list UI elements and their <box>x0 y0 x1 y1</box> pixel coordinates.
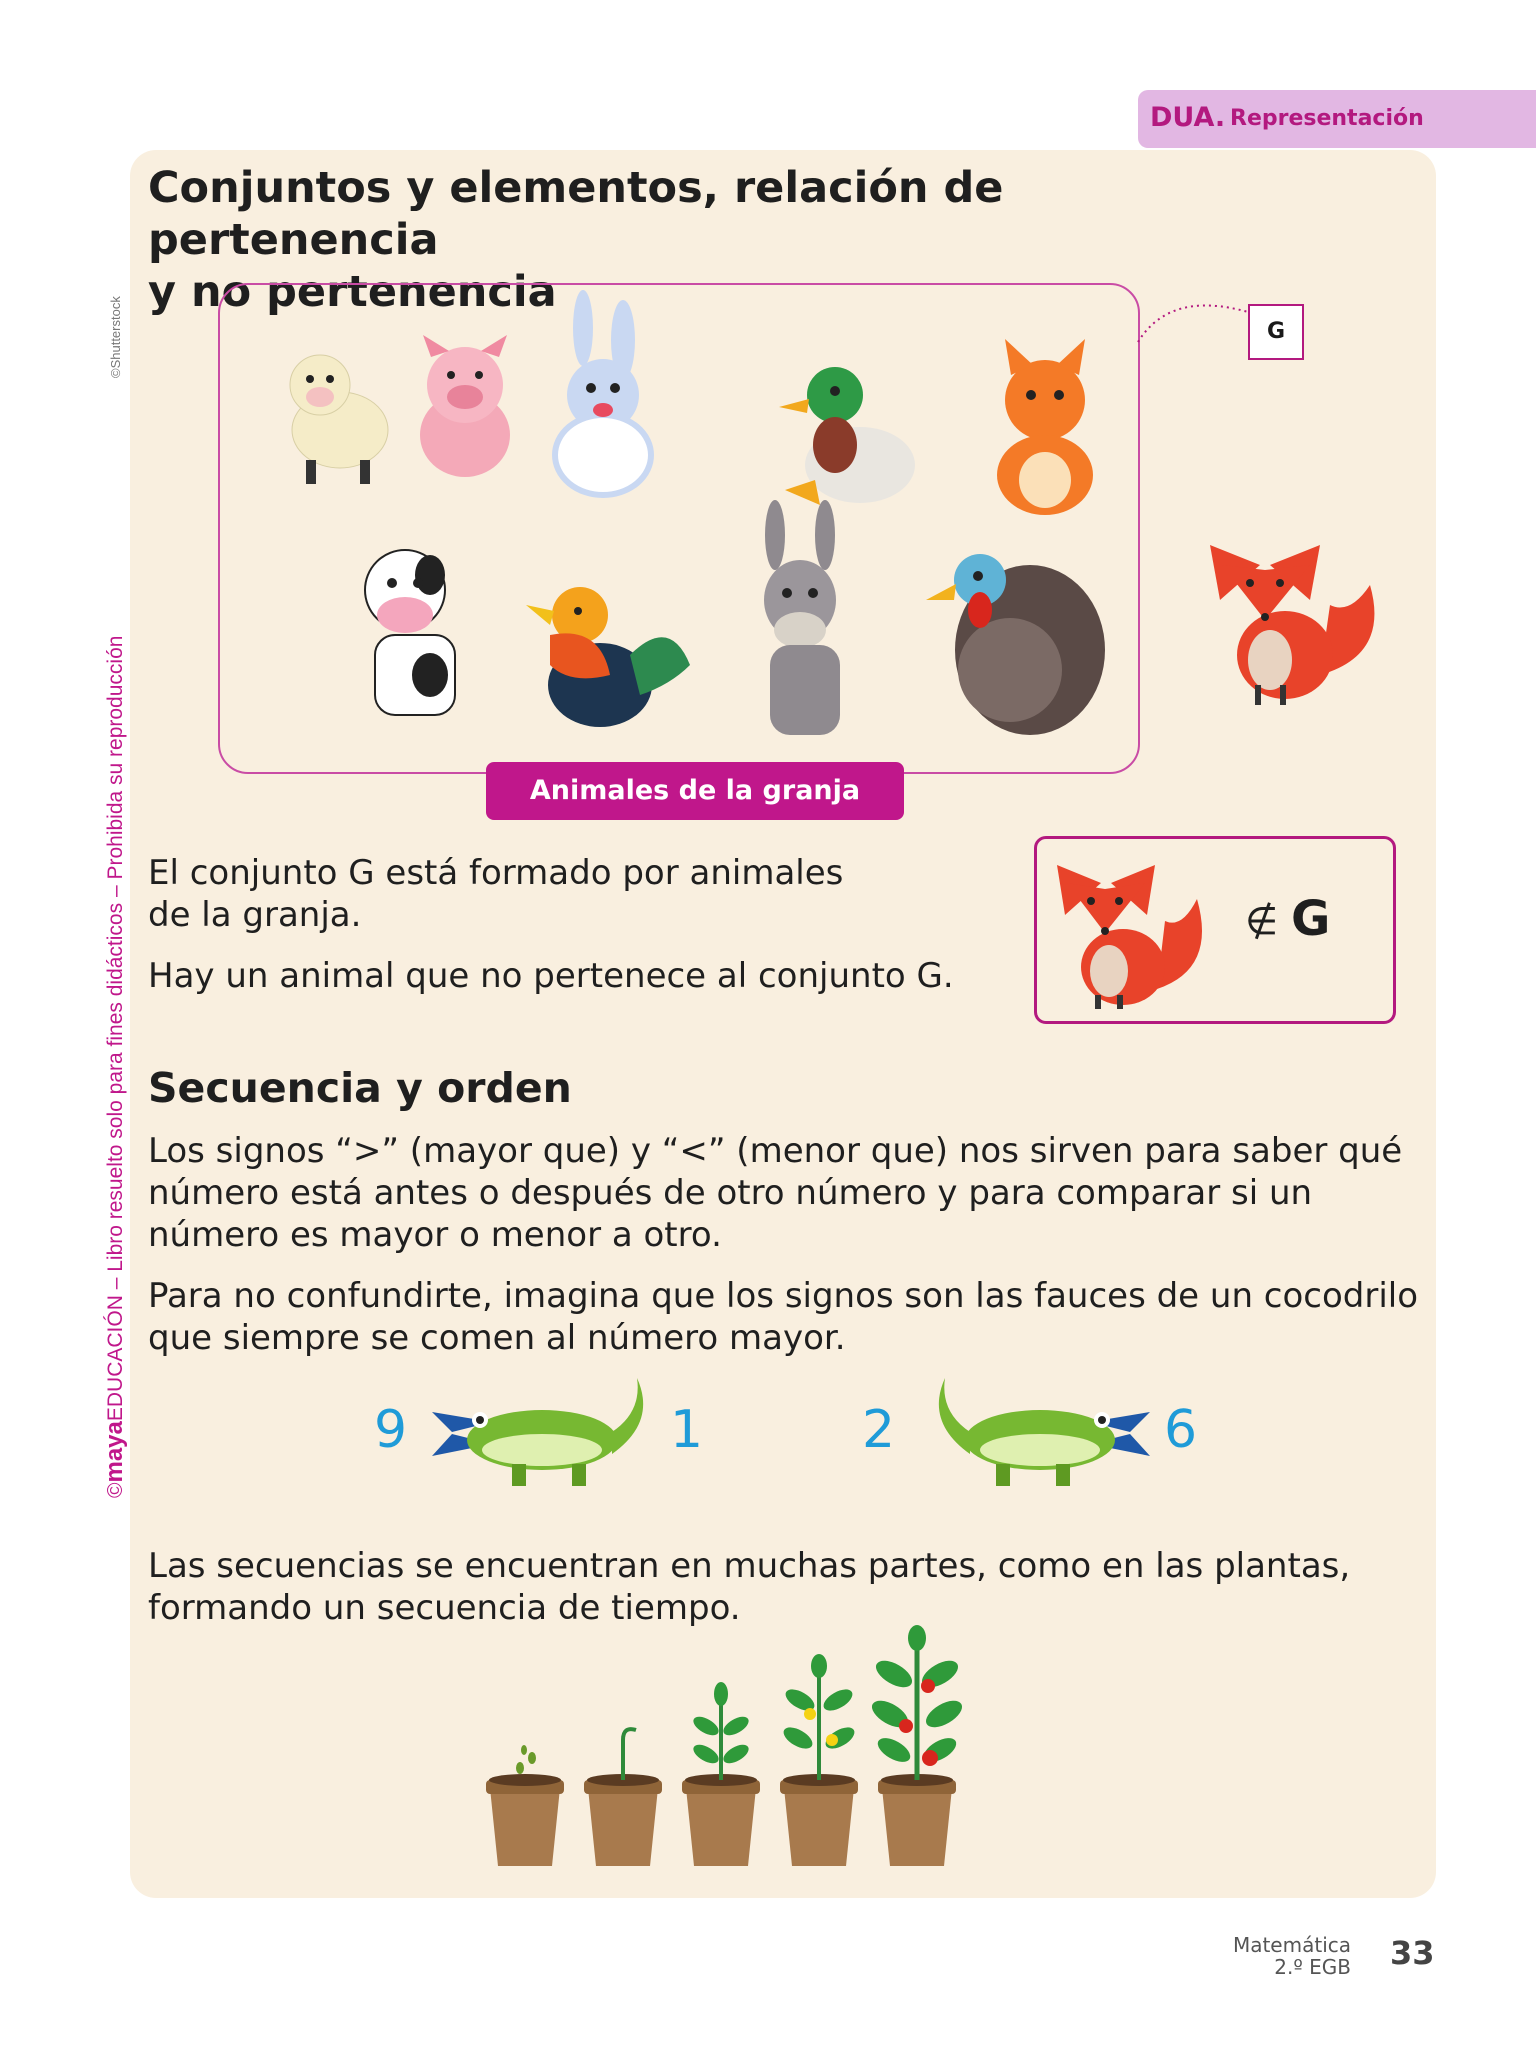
not-element-set-g: G <box>1291 891 1331 947</box>
dua-tab-label: Representación <box>1230 106 1424 131</box>
pot-sprout-icon <box>584 1729 662 1866</box>
cow-icon <box>365 550 455 715</box>
rabbit-icon <box>555 290 651 495</box>
paragraph-signs <box>148 1130 1428 1256</box>
page-number: 33 <box>1390 1934 1435 1972</box>
shutterstock-credit: ©Shutterstock <box>108 296 123 378</box>
paragraph-line: número es mayor o menor a otro. <box>148 1215 722 1255</box>
pot-fruiting-icon <box>868 1625 967 1866</box>
paragraph-line: Los signos “>” (mayor que) y “<” (menor que) nos sirven para saber qué <box>148 1131 1403 1171</box>
fox-icon <box>1047 849 1207 1009</box>
duck-icon <box>779 367 915 505</box>
section1-title-line1: Conjuntos y elementos, relación de pertenencia <box>148 163 1004 265</box>
paragraph-line: Para no confundirte, imagina que los signos son las fauces de un cocodrilo <box>148 1276 1419 1316</box>
dua-tab <box>1138 90 1536 148</box>
not-member-box <box>1034 836 1396 1024</box>
side-credit-svg <box>0 0 140 2048</box>
brand-logo: maya <box>101 1421 128 1483</box>
section2-title: Secuencia y orden <box>148 1064 572 1112</box>
farm-animals-illustration <box>220 285 1138 772</box>
dua-tab-prefix: DUA. <box>1150 102 1226 133</box>
donkey-icon <box>764 500 840 735</box>
footer-subject-name: Matemática <box>1232 1933 1351 1957</box>
example1-right-number: 1 <box>670 1400 704 1460</box>
paragraph-line: El conjunto G está formado por animales <box>148 853 844 893</box>
side-credit <box>0 0 140 2048</box>
set-caption: Animales de la granja <box>486 762 904 820</box>
credit-text: EDUCACIÓN – Libro resuelto solo para fines didácticos – Prohibida su reproducción <box>104 635 127 1422</box>
pig-icon <box>420 335 510 477</box>
footer-grade: 2.º EGB <box>1274 1955 1351 1979</box>
example1-left-number: 9 <box>374 1400 408 1460</box>
copyright-line <box>101 636 128 1498</box>
fox-icon <box>1200 525 1390 705</box>
paragraph-not-member: Hay un animal que no pertenece al conjunto G. <box>148 956 954 996</box>
plant-growth-sequence <box>480 1630 1000 1870</box>
set-label-connector <box>1130 290 1260 350</box>
paragraph-line: número está antes o después de otro número y para comparar si un <box>148 1173 1313 1213</box>
pot-seeds-icon <box>486 1745 564 1866</box>
paragraph-sequences <box>148 1545 1428 1629</box>
cat-icon <box>997 339 1093 515</box>
paragraph-line: Las secuencias se encuentran en muchas partes, como en las plantas, <box>148 1546 1351 1586</box>
copyright-symbol: © <box>104 1482 127 1498</box>
not-element-of-symbol: ∉ <box>1245 899 1279 943</box>
set-label-g: G <box>1248 304 1304 360</box>
example2-left-number: 2 <box>862 1400 896 1460</box>
pot-seedling-icon <box>682 1682 760 1866</box>
farm-set-box <box>218 283 1140 774</box>
pot-flowering-icon <box>780 1654 858 1866</box>
paragraph-line: formando un secuencia de tiempo. <box>148 1588 741 1628</box>
paragraph-line: de la granja. <box>148 895 362 935</box>
example2-right-number: 6 <box>1164 1400 1198 1460</box>
crocodile-icon <box>432 1372 662 1492</box>
rooster-icon <box>526 587 690 727</box>
turkey-icon <box>926 554 1105 735</box>
footer-subject <box>1233 1934 1351 1978</box>
paragraph-set-definition <box>148 852 1028 936</box>
section1-title-line2: y no pertenencia <box>148 267 557 317</box>
paragraph-crocodile <box>148 1275 1438 1359</box>
sheep-icon <box>290 355 388 484</box>
paragraph-line: que siempre se comen al número mayor. <box>148 1318 846 1358</box>
crocodile-icon <box>920 1372 1150 1492</box>
